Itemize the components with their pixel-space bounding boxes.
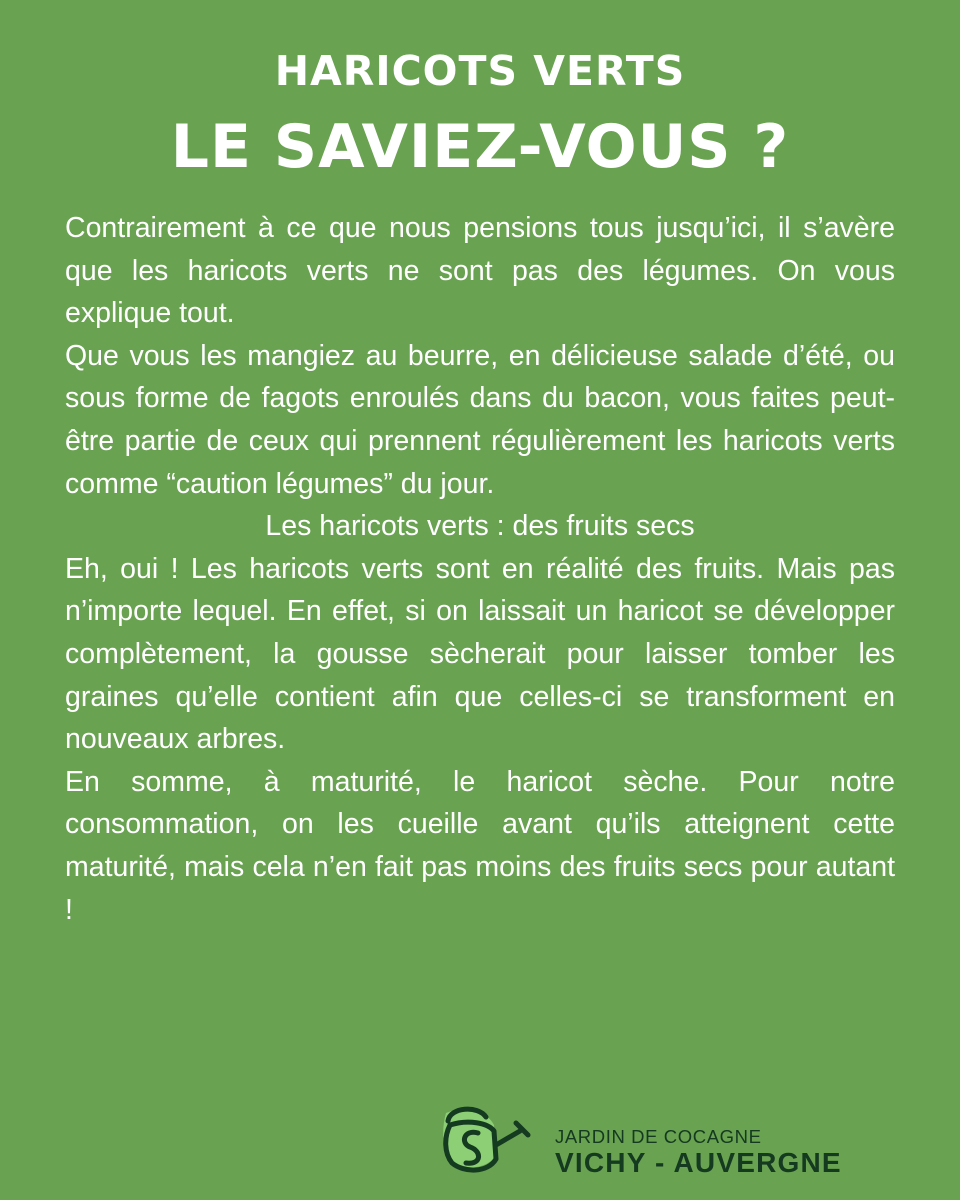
logo-line-jardin: JARDIN DE COCAGNE	[555, 1126, 762, 1147]
article-body	[65, 207, 895, 931]
logo-line-vichy: VICHY - AUVERGNE	[555, 1147, 842, 1178]
article-paragraph-fruits: Eh, oui ! Les haricots verts sont en réalité des fruits. Mais pas n’importe lequel. En effet, si on laissait un haricot se développer complètement, la gousse sècherait pour laisser tomber les graines qu’elle contient afin que celles-ci se transforment en nouveaux arbres.	[65, 552, 895, 756]
page-subtitle: HARICOTS VERTS	[274, 47, 686, 95]
brand-logo	[438, 1103, 868, 1183]
watering-can-icon	[438, 1103, 538, 1179]
page-title: LE SAVIEZ-VOUS ?	[170, 112, 790, 182]
article-paragraph-intro: Contrairement à ce que nous pensions tous jusqu’ici, il s’avère que les haricots verts ne sont pas des légumes. On vous explique tout.	[65, 212, 895, 330]
article-paragraph-uses: Que vous les mangiez au beurre, en délicieuse salade d’été, ou sous forme de fagots enroulés dans du bacon, vous faites peut-être partie de ceux qui prennent régulièrement les haricots verts comme “caution légumes” du jour.	[65, 339, 895, 500]
article-subheading: Les haricots verts : des fruits secs	[265, 510, 695, 543]
article-paragraph-conclusion: En somme, à maturité, le haricot sèche. Pour notre consommation, on les cueille avant qu’ils atteignent cette maturité, mais cela n’en fait pas moins des fruits secs pour autant !	[65, 765, 895, 926]
